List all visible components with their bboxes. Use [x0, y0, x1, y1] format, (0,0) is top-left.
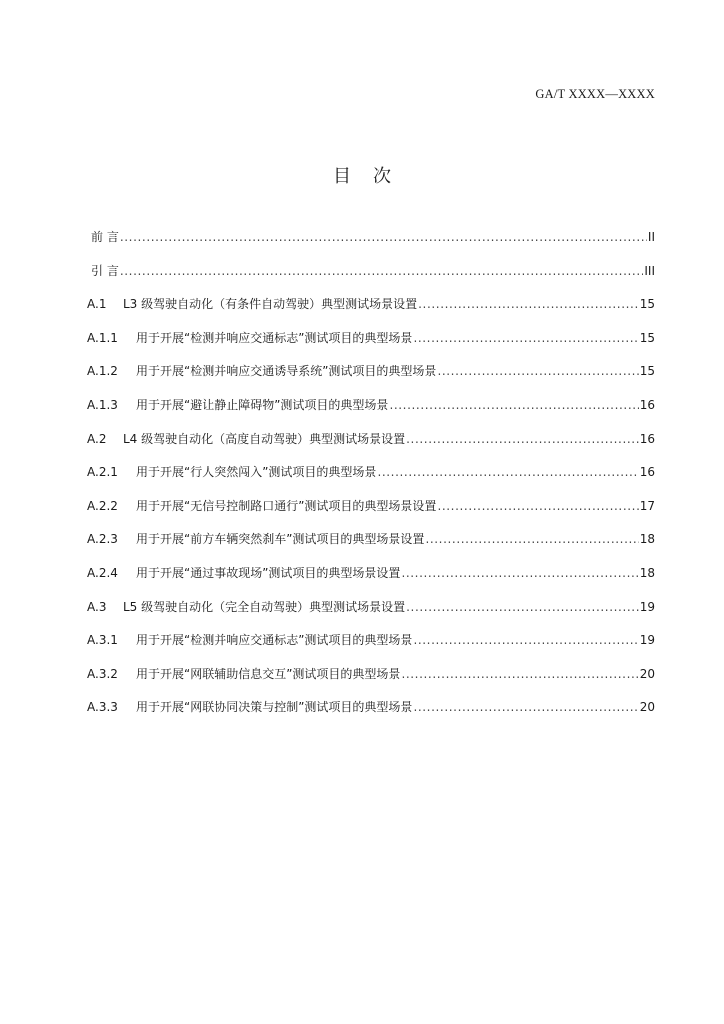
toc-page-number: 20 — [639, 666, 655, 681]
toc-entry-text: 用于开展“前方车辆突然刹车”测试项目的典型场景设置 — [136, 532, 425, 547]
toc-page-number: 18 — [639, 532, 655, 547]
toc-entry-a3[interactable] — [87, 598, 655, 632]
toc-entry-number: A.2.4 — [87, 565, 118, 580]
toc-dot-leader — [401, 566, 638, 580]
toc-entry-a1-2[interactable] — [87, 362, 655, 396]
toc-entry-number: A.2.2 — [87, 498, 118, 513]
toc-entry-a2-4[interactable] — [87, 564, 655, 598]
toc-dot-leader — [418, 297, 639, 311]
toc-dot-leader — [413, 331, 638, 345]
toc-entry-number: A.1.1 — [87, 330, 118, 345]
toc-title — [0, 162, 724, 188]
toc-entry-text: 用于开展“网联辅助信息交互”测试项目的典型场景 — [136, 666, 401, 681]
toc-page-number: 17 — [639, 498, 655, 513]
toc-page-number: II — [647, 230, 655, 244]
toc-entry-number: A.1.2 — [87, 364, 118, 379]
toc-entry-introduction[interactable] — [87, 262, 655, 296]
toc-entry-text: L4 级驾驶自动化（高度自动驾驶）典型测试场景设置 — [123, 431, 406, 446]
toc-dot-leader — [413, 700, 638, 714]
toc-page-number: 20 — [639, 700, 655, 715]
toc-list — [87, 228, 655, 732]
toc-page-number: 15 — [639, 297, 655, 312]
document-code: GA/T XXXX—XXXX — [535, 87, 655, 101]
toc-entry-number: A.2.1 — [87, 465, 118, 480]
toc-page-number: 16 — [639, 431, 655, 446]
toc-entry-text: 用于开展“避让静止障碍物”测试项目的典型场景 — [136, 397, 389, 412]
toc-dot-leader — [437, 499, 638, 513]
toc-dot-leader — [120, 264, 644, 278]
toc-entry-text: L5 级驾驶自动化（完全自动驾驶）典型测试场景设置 — [123, 599, 406, 614]
toc-dot-leader — [425, 532, 638, 546]
toc-page-number: 15 — [639, 330, 655, 345]
toc-entry-a2[interactable] — [87, 430, 655, 464]
toc-entry-text: 用于开展“无信号控制路口通行”测试项目的典型场景设置 — [136, 498, 437, 513]
toc-entry-number: A.1.3 — [87, 397, 118, 412]
toc-entry-text: 引 言 — [91, 263, 119, 278]
toc-dot-leader — [413, 633, 638, 647]
toc-dot-leader — [377, 465, 638, 479]
toc-dot-leader — [437, 364, 638, 378]
toc-entry-a1[interactable] — [87, 295, 655, 329]
toc-page-number: 16 — [639, 465, 655, 480]
toc-title-char-2: 次 — [373, 166, 391, 187]
toc-page-number: III — [644, 263, 655, 278]
toc-entry-a2-1[interactable] — [87, 463, 655, 497]
toc-entry-text: 用于开展“检测并响应交通标志”测试项目的典型场景 — [136, 330, 413, 345]
toc-entry-number: A.3.1 — [87, 633, 118, 648]
toc-dot-leader — [389, 398, 638, 412]
toc-entry-a1-1[interactable] — [87, 329, 655, 363]
toc-entry-text: 前 言 — [91, 230, 119, 244]
toc-entry-number: A.3 — [87, 599, 107, 614]
toc-page-number: 18 — [639, 565, 655, 580]
toc-entry-a2-2[interactable] — [87, 497, 655, 531]
toc-page-number: 19 — [639, 633, 655, 648]
toc-entry-text: 用于开展“检测并响应交通标志”测试项目的典型场景 — [136, 633, 413, 648]
toc-entry-a3-3[interactable] — [87, 698, 655, 732]
toc-entry-text: 用于开展“通过事故现场”测试项目的典型场景设置 — [136, 565, 401, 580]
toc-entry-number: A.2.3 — [87, 532, 118, 547]
toc-entry-number: A.2 — [87, 431, 107, 446]
toc-entry-text: 用于开展“检测并响应交通诱导系统”测试项目的典型场景 — [136, 364, 437, 379]
toc-entry-a1-3[interactable] — [87, 396, 655, 430]
toc-entry-a3-2[interactable] — [87, 665, 655, 699]
toc-dot-leader — [406, 600, 639, 614]
toc-entry-a3-1[interactable] — [87, 631, 655, 665]
toc-entry-number: A.3.3 — [87, 700, 118, 715]
toc-page-number: 16 — [639, 397, 655, 412]
toc-entry-text: L3 级驾驶自动化（有条件自动驾驶）典型测试场景设置 — [123, 297, 418, 312]
toc-entry-number: A.3.2 — [87, 666, 118, 681]
toc-entry-number: A.1 — [87, 297, 107, 312]
toc-dot-leader — [406, 432, 639, 446]
toc-entry-text: 用于开展“网联协同决策与控制”测试项目的典型场景 — [136, 700, 413, 715]
toc-page-number: 15 — [639, 364, 655, 379]
toc-entry-a2-3[interactable] — [87, 530, 655, 564]
toc-entry-foreword[interactable] — [87, 228, 655, 262]
toc-page-number: 19 — [639, 599, 655, 614]
toc-title-char-1: 目 — [333, 166, 351, 187]
toc-dot-leader — [401, 667, 638, 681]
toc-dot-leader — [120, 230, 647, 244]
toc-entry-text: 用于开展“行人突然闯入”测试项目的典型场景 — [136, 465, 377, 480]
